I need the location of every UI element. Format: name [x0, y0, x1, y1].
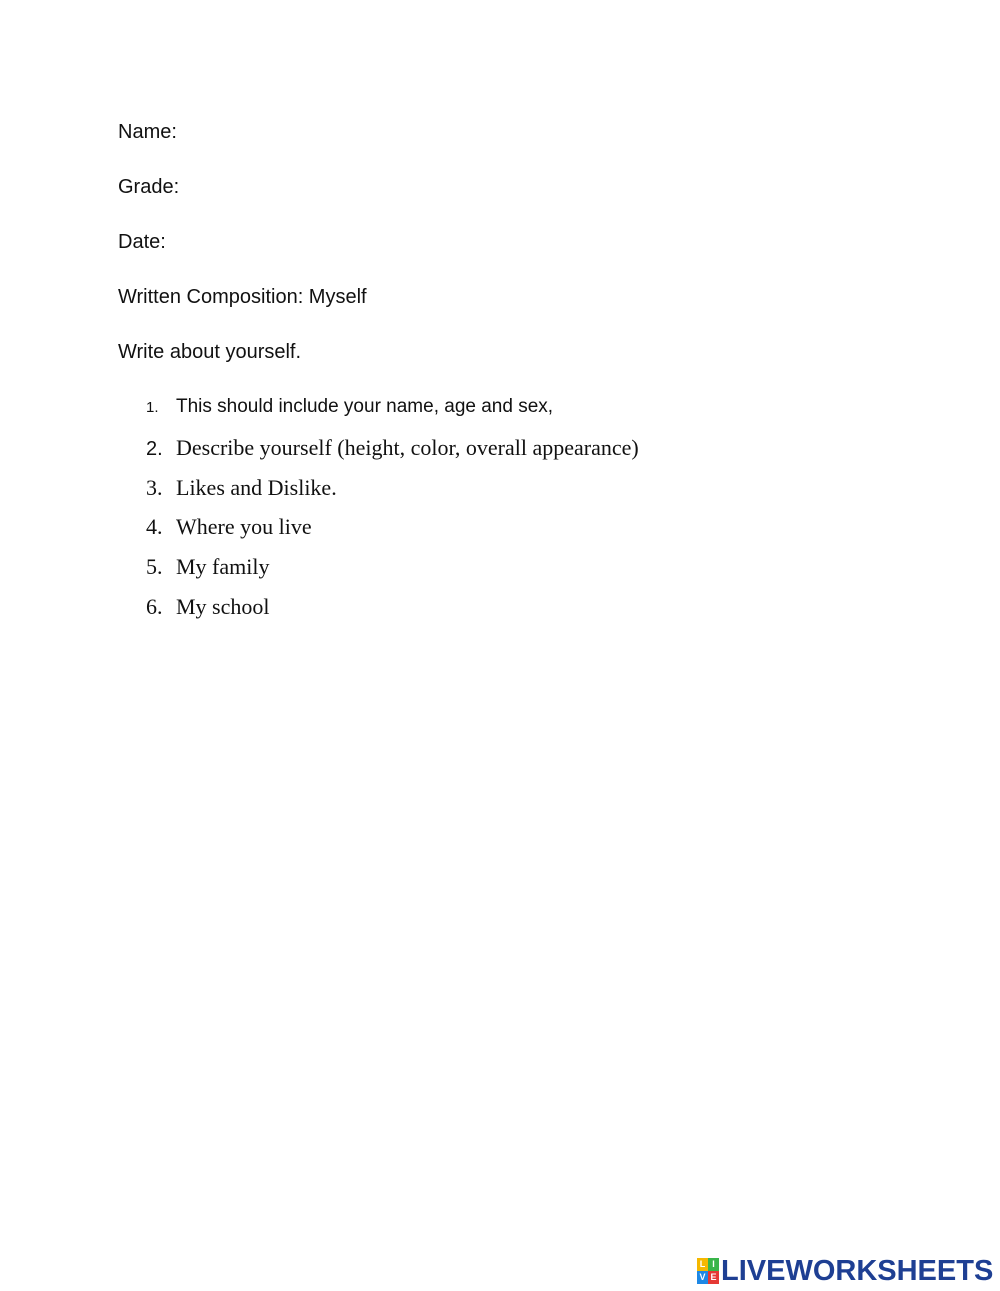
list-item-number: 3. — [146, 475, 163, 500]
liveworksheets-logo-text: LIVEWORKSHEETS — [721, 1255, 994, 1287]
list-item-text: Where you live — [176, 514, 312, 539]
list-item-text: Describe yourself (height, color, overall appearance) — [176, 435, 639, 460]
list-item — [146, 594, 270, 620]
list-item-text: This should include your name, age and sex, — [176, 396, 554, 417]
logo-mark-letter: E — [708, 1271, 719, 1284]
logo-mark-letter: V — [697, 1271, 708, 1284]
logo-mark-letter: I — [708, 1258, 719, 1271]
list-item-text: My family — [176, 554, 270, 579]
date-label: Date: — [118, 231, 166, 253]
instruction-text: Write about yourself. — [118, 341, 302, 363]
list-item-number: 6. — [146, 594, 163, 619]
list-item-number: 1. — [146, 399, 159, 416]
list-item — [146, 475, 337, 501]
list-item — [146, 554, 270, 580]
list-item — [146, 435, 639, 462]
logo-mark-letter: L — [697, 1258, 708, 1271]
liveworksheets-logo[interactable] — [697, 1256, 993, 1286]
list-item — [146, 395, 553, 420]
list-item — [146, 514, 312, 540]
list-item-text: My school — [176, 594, 270, 619]
list-item-text: Likes and Dislike. — [176, 475, 337, 500]
list-item-number: 5. — [146, 554, 163, 579]
list-item-number: 2. — [146, 438, 163, 460]
list-item-number: 4. — [146, 514, 163, 539]
composition-title: Written Composition: Myself — [118, 286, 367, 308]
liveworksheets-logo-icon — [697, 1258, 719, 1284]
grade-label: Grade: — [118, 176, 180, 198]
name-label: Name: — [118, 121, 177, 143]
